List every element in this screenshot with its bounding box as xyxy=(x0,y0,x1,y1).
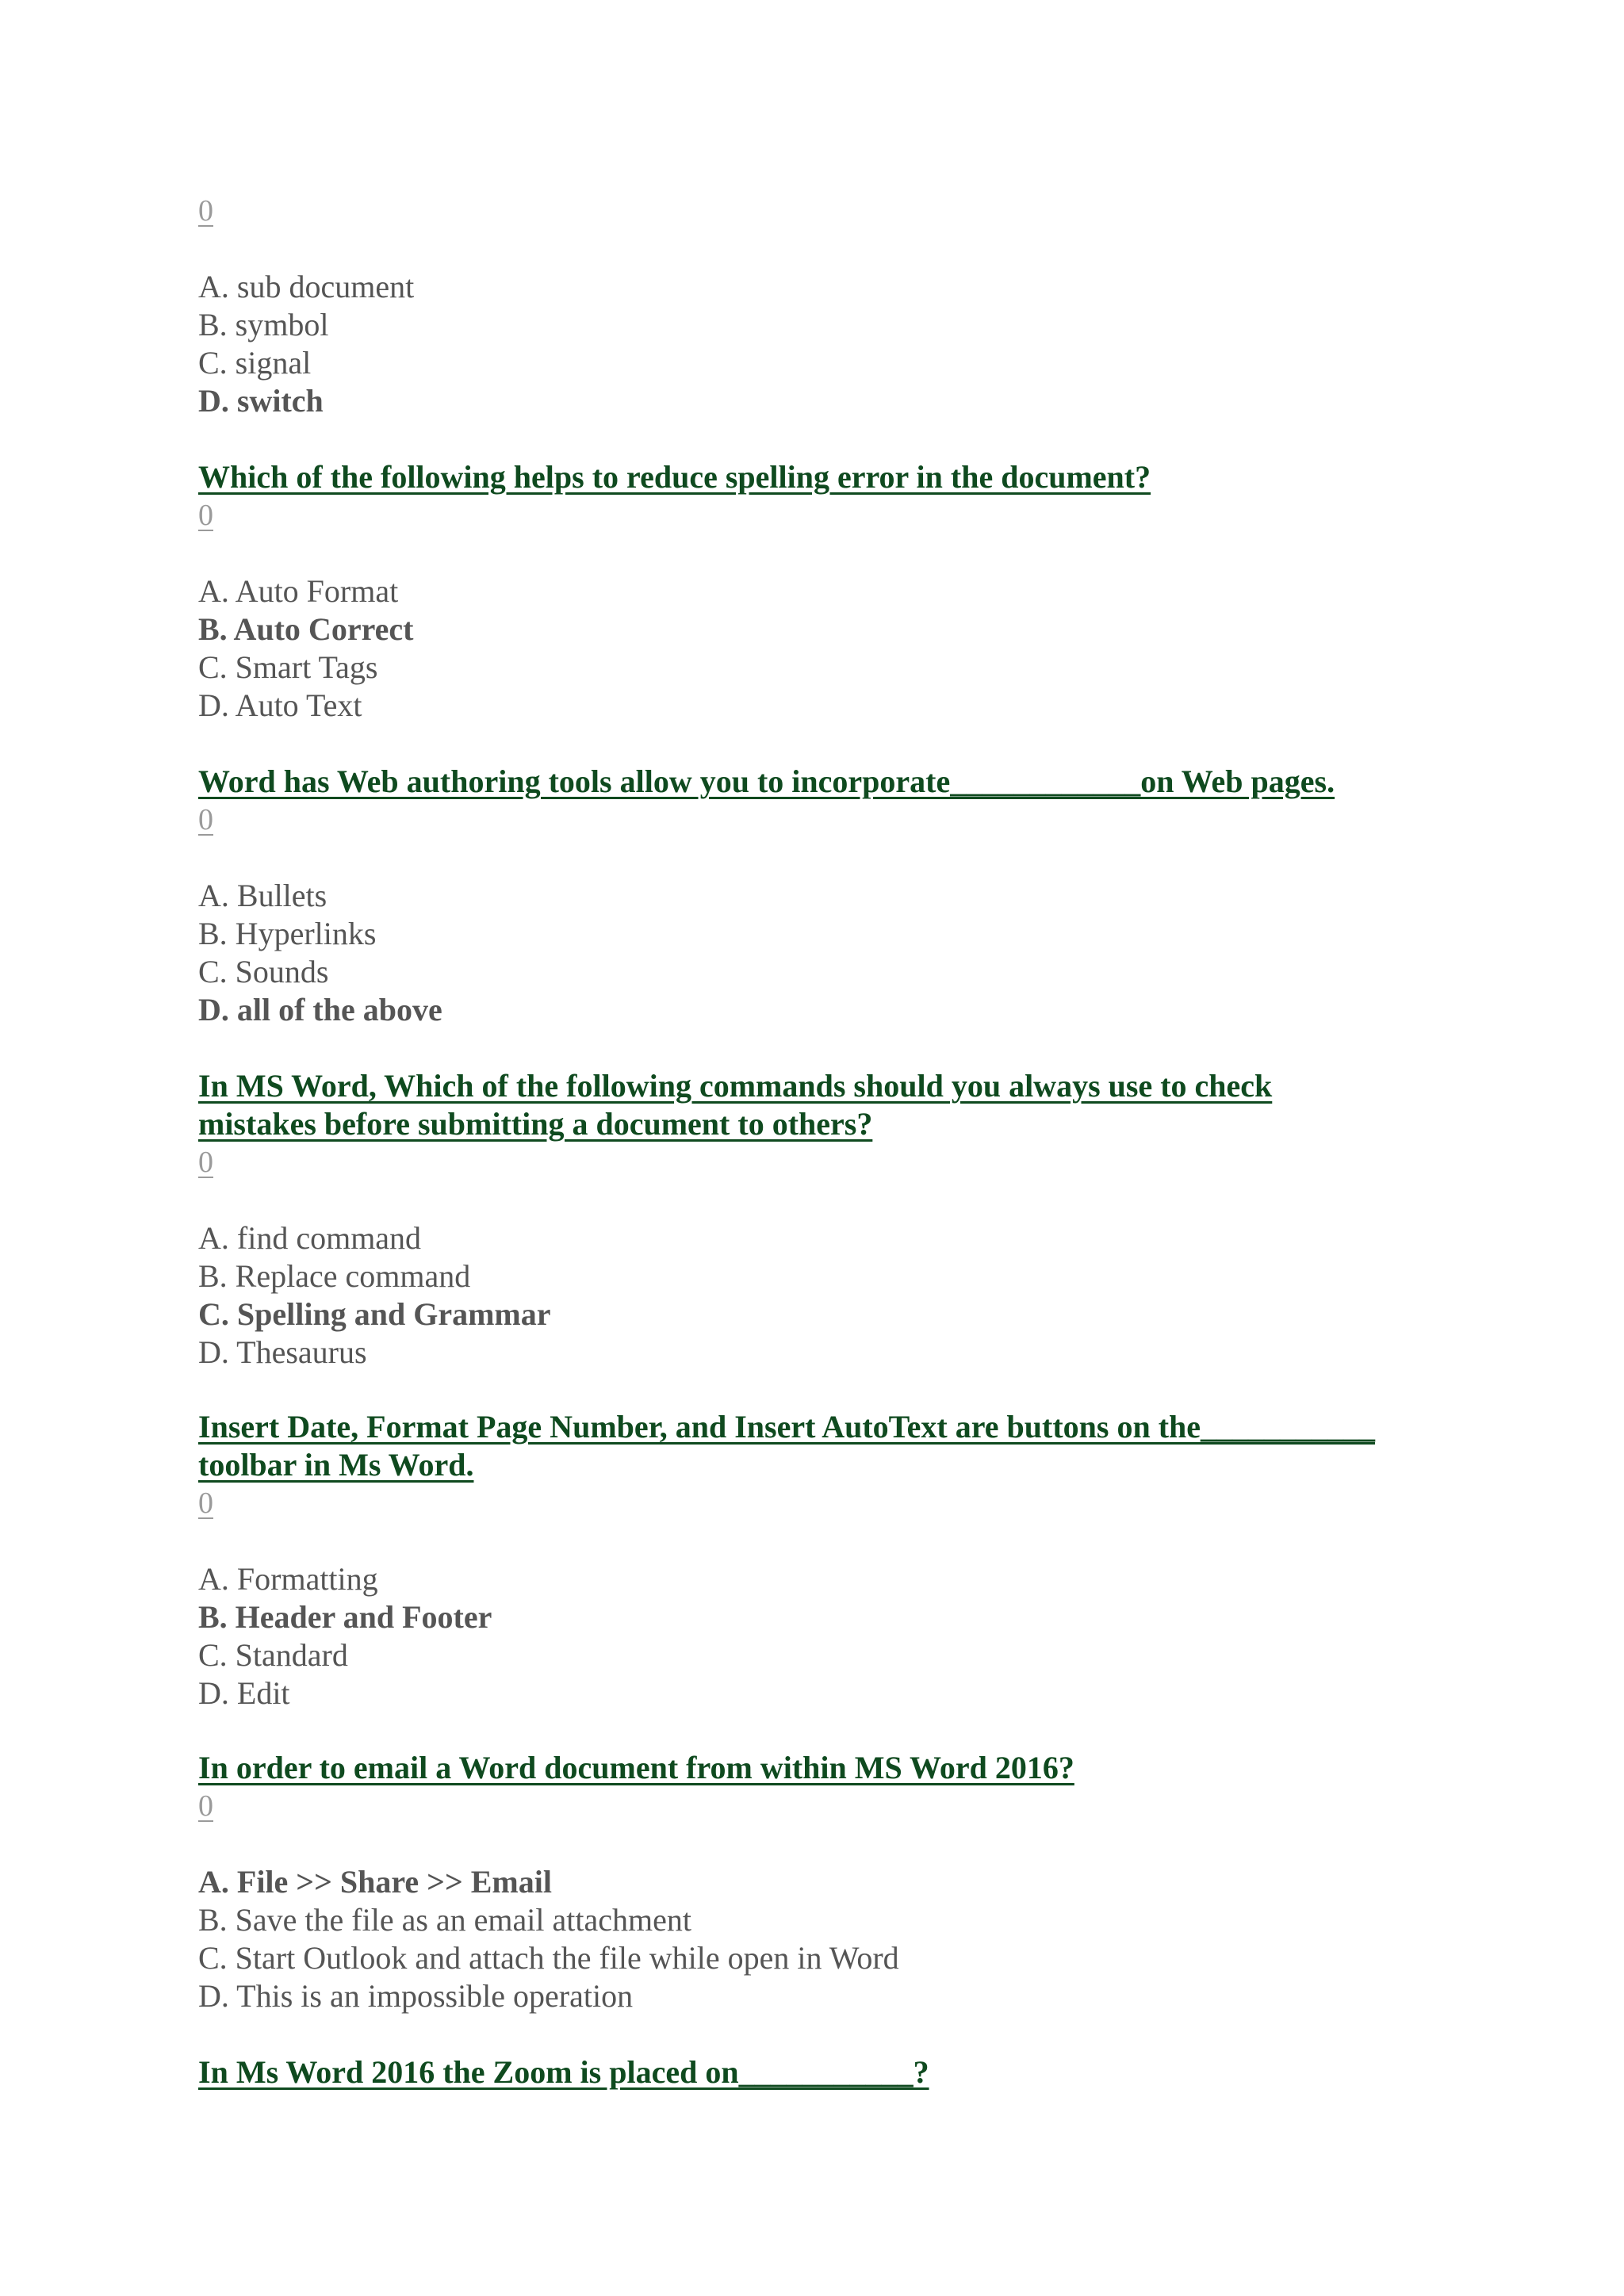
correct-answer-option: C. Spelling and Grammar xyxy=(198,1296,551,1332)
answer-option: A. sub document xyxy=(198,269,415,304)
vote-count-link[interactable]: 0 xyxy=(198,1146,213,1179)
vote-count-link[interactable]: 0 xyxy=(198,1789,213,1823)
answer-option: C. Smart Tags xyxy=(198,649,378,685)
correct-answer-option: B. Header and Footer xyxy=(198,1599,492,1635)
answer-option: D. Auto Text xyxy=(198,687,362,723)
answer-option: A. Formatting xyxy=(198,1561,378,1597)
answer-option: C. signal xyxy=(198,345,312,381)
answer-option: B. Hyperlinks xyxy=(198,916,377,951)
answer-options xyxy=(198,268,1435,420)
quiz-item xyxy=(198,763,1435,1029)
quiz-item xyxy=(198,458,1435,725)
quiz-item xyxy=(198,1749,1435,2015)
question-link[interactable]: In Ms Word 2016 the Zoom is placed on___________? xyxy=(198,2054,929,2090)
answer-options xyxy=(198,1219,1435,1372)
answer-option: A. Bullets xyxy=(198,878,327,913)
correct-answer-option: B. Auto Correct xyxy=(198,611,414,647)
vote-count-link[interactable]: 0 xyxy=(198,194,213,228)
question-link[interactable]: In MS Word, Which of the following commands should you always use to check mistakes before submitting a document to others? xyxy=(198,1068,1273,1142)
correct-answer-option: D. all of the above xyxy=(198,992,442,1027)
answer-option: A. Auto Format xyxy=(198,573,399,609)
answer-options xyxy=(198,1560,1435,1712)
correct-answer-option: D. switch xyxy=(198,383,324,419)
quiz-item xyxy=(198,1408,1435,1712)
question-link[interactable]: Which of the following helps to reduce spelling error in the document? xyxy=(198,459,1151,495)
quiz-item xyxy=(198,2053,1435,2091)
question-link[interactable]: Insert Date, Format Page Number, and Insert AutoText are buttons on the___________ toolbar in Ms Word. xyxy=(198,1409,1376,1483)
answer-options xyxy=(198,877,1435,1029)
answer-option: B. symbol xyxy=(198,307,329,342)
question-link[interactable]: In order to email a Word document from within MS Word 2016? xyxy=(198,1750,1074,1785)
vote-count-link[interactable]: 0 xyxy=(198,499,213,532)
answer-option: C. Start Outlook and attach the file while open in Word xyxy=(198,1940,899,1976)
answer-option: C. Standard xyxy=(198,1637,348,1673)
answer-option: D. Edit xyxy=(198,1675,290,1711)
answer-option: B. Save the file as an email attachment xyxy=(198,1902,691,1938)
answer-option: B. Replace command xyxy=(198,1258,471,1294)
quiz-item xyxy=(198,1067,1435,1372)
vote-count-link[interactable]: 0 xyxy=(198,1487,213,1520)
correct-answer-option: A. File >> Share >> Email xyxy=(198,1864,552,1900)
answer-option: D. This is an impossible operation xyxy=(198,1978,634,2014)
vote-count-link[interactable]: 0 xyxy=(198,803,213,836)
answer-options xyxy=(198,572,1435,725)
question-link[interactable]: Word has Web authoring tools allow you to incorporate____________on Web pages. xyxy=(198,763,1335,799)
quiz-item xyxy=(198,192,1435,420)
answer-options xyxy=(198,1863,1435,2015)
answer-option: A. find command xyxy=(198,1220,422,1256)
answer-option: D. Thesaurus xyxy=(198,1334,367,1370)
answer-option: C. Sounds xyxy=(198,954,329,989)
